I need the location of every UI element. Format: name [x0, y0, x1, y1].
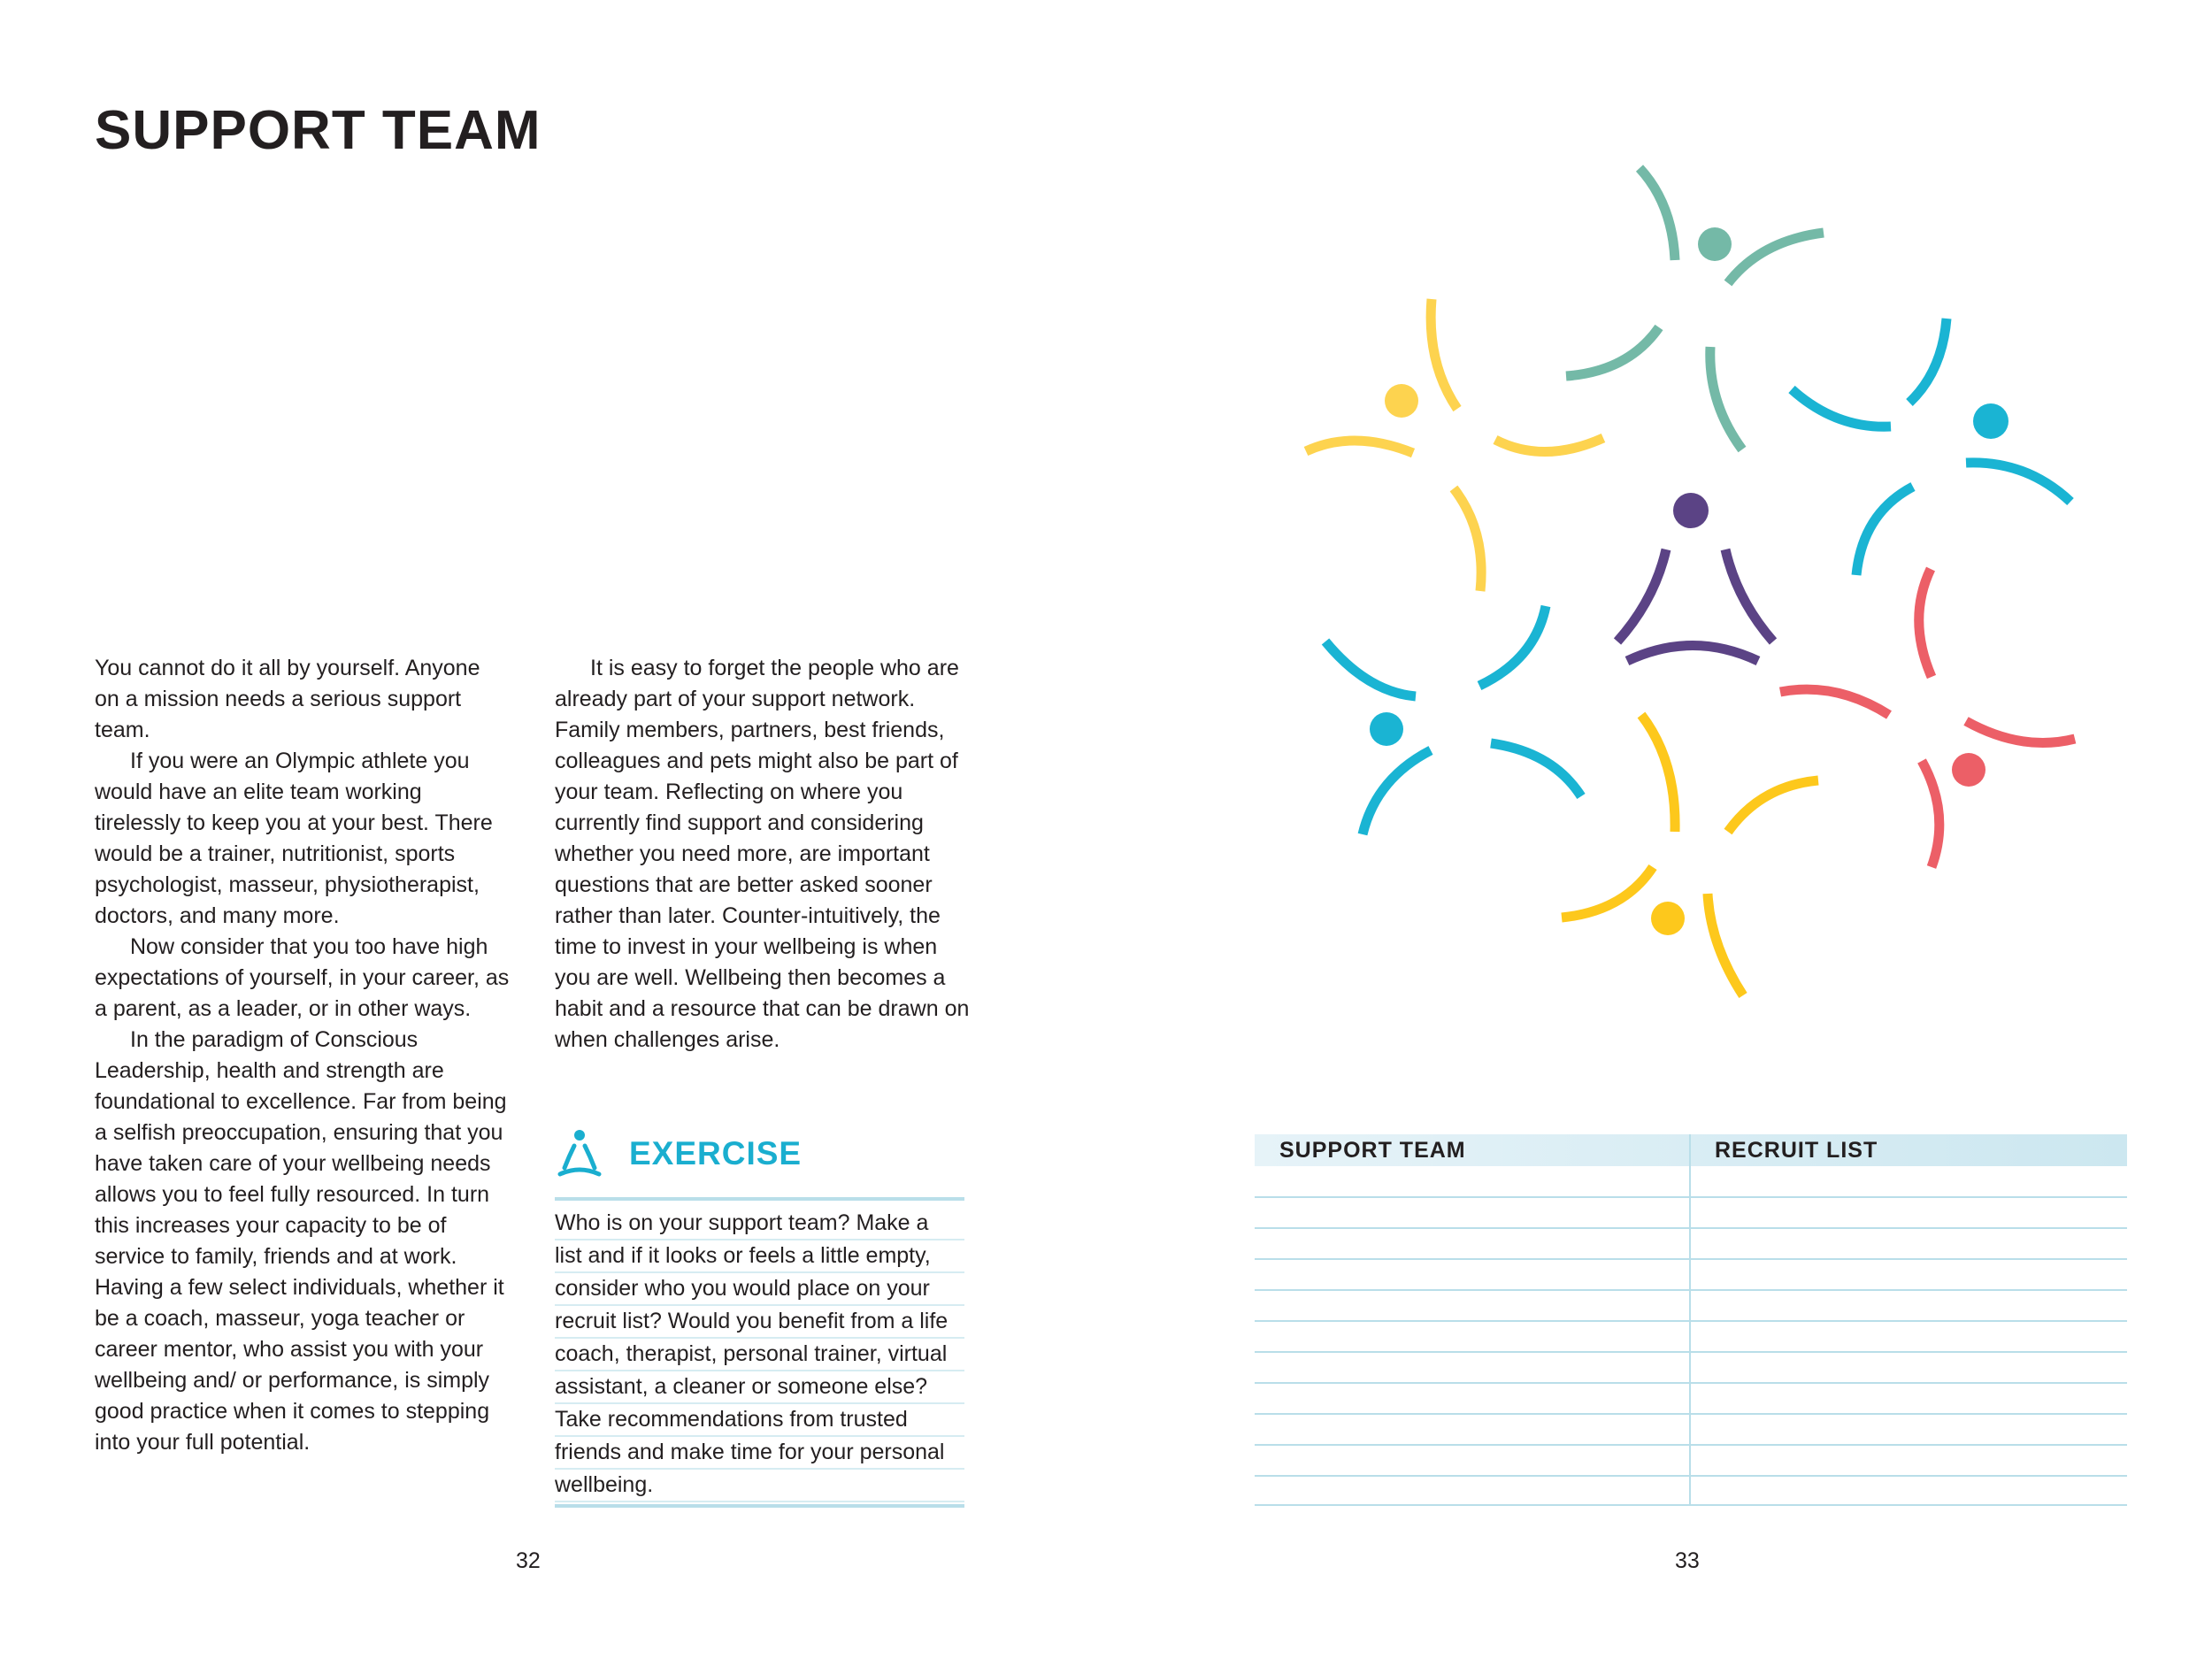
table-row[interactable]	[1255, 1382, 2127, 1384]
table-row[interactable]	[1255, 1227, 2127, 1229]
table-row[interactable]	[1255, 1475, 2127, 1477]
column-header-support-team: SUPPORT TEAM	[1279, 1138, 1466, 1163]
table-row[interactable]	[1255, 1413, 2127, 1415]
page-title: SUPPORT TEAM	[95, 100, 541, 161]
exercise-title: EXERCISE	[629, 1135, 803, 1171]
page-number-right: 33	[1675, 1548, 1700, 1573]
table-row[interactable]	[1255, 1351, 2127, 1353]
page-number-left: 32	[516, 1548, 541, 1573]
exercise-heading	[555, 1128, 964, 1201]
table-header	[1255, 1134, 2127, 1166]
center-figure	[1617, 493, 1773, 661]
cyan-figure-right	[1792, 319, 2070, 575]
body-text-left-column	[95, 653, 511, 1458]
table-row[interactable]	[1255, 1258, 2127, 1260]
table-row[interactable]	[1255, 1444, 2127, 1446]
exercise-line: consider who you would place on your	[555, 1273, 964, 1306]
paragraph: If you were an Olympic athlete you would have an elite team working tirelessly to keep you at your best. There would be a trainer, nutritionist, sports psychologist, masseur, physiotherapist, doctors, and many more.	[95, 749, 493, 928]
exercise-line: assistant, a cleaner or someone else?	[555, 1371, 964, 1404]
paragraph: In the paradigm of Conscious Leadership, health and strength are foundational to excellence. Far from being a selfish preoccupation, ensuring that you have taken care of your wellbeing needs allows you to feel fully resourced. In turn this increases your capacity to be of service to family, friends and at work. Having a few select individuals, whether it be a coach, masseur, yoga teacher or career mentor, who assist you with your wellbeing and/ or performance, is simply good practice when it comes to stepping into your full potential.	[95, 1027, 507, 1455]
exercise-line: friends and make time for your personal	[555, 1437, 964, 1470]
table-row[interactable]	[1255, 1504, 2127, 1506]
cyan-figure-left	[1325, 606, 1581, 834]
meditating-figure-icon	[555, 1128, 604, 1178]
exercise-line: recruit list? Would you benefit from a life	[555, 1306, 964, 1339]
paragraph: Now consider that you too have high expectations of yourself, in your career, as a parent, as a leader, or in other ways.	[95, 934, 510, 1021]
paragraph: You cannot do it all by yourself. Anyone on a mission needs a serious support team.	[95, 656, 480, 742]
body-text-middle-column	[555, 653, 971, 1056]
yellow-figure	[1562, 715, 1818, 995]
paragraph: It is easy to forget the people who are already part of your support network. Family members, partners, best friends, colleagues and pets might also be part of your team. Reflecting on where you currently find support and considering whether you need more, are important questions that are better asked sooner rather than later. Counter-intuitively, the time to invest in your wellbeing is when you are well. Wellbeing then becomes a habit and a resource that can be drawn on when challenges arise.	[555, 656, 970, 1052]
coral-figure	[1780, 569, 2075, 867]
exercise-bottom-rule	[555, 1504, 964, 1508]
exercise-line: list and if it looks or feels a little empty,	[555, 1240, 964, 1273]
column-header-recruit-list: RECRUIT LIST	[1715, 1138, 1878, 1163]
exercise-line: Who is on your support team? Make a	[555, 1208, 964, 1240]
table-row[interactable]	[1255, 1289, 2127, 1291]
support-team-table	[1255, 1134, 2127, 1506]
exercise-line: Take recommendations from trusted	[555, 1404, 964, 1437]
table-row[interactable]	[1255, 1320, 2127, 1322]
exercise-line: wellbeing.	[555, 1470, 964, 1502]
table-row[interactable]	[1255, 1196, 2127, 1198]
yellow-light-figure	[1306, 299, 1603, 591]
exercise-line: coach, therapist, personal trainer, virtual	[555, 1339, 964, 1371]
circle-of-people-icon	[1292, 150, 2088, 1000]
teal-figure	[1566, 168, 1824, 449]
exercise-text	[555, 1208, 964, 1502]
